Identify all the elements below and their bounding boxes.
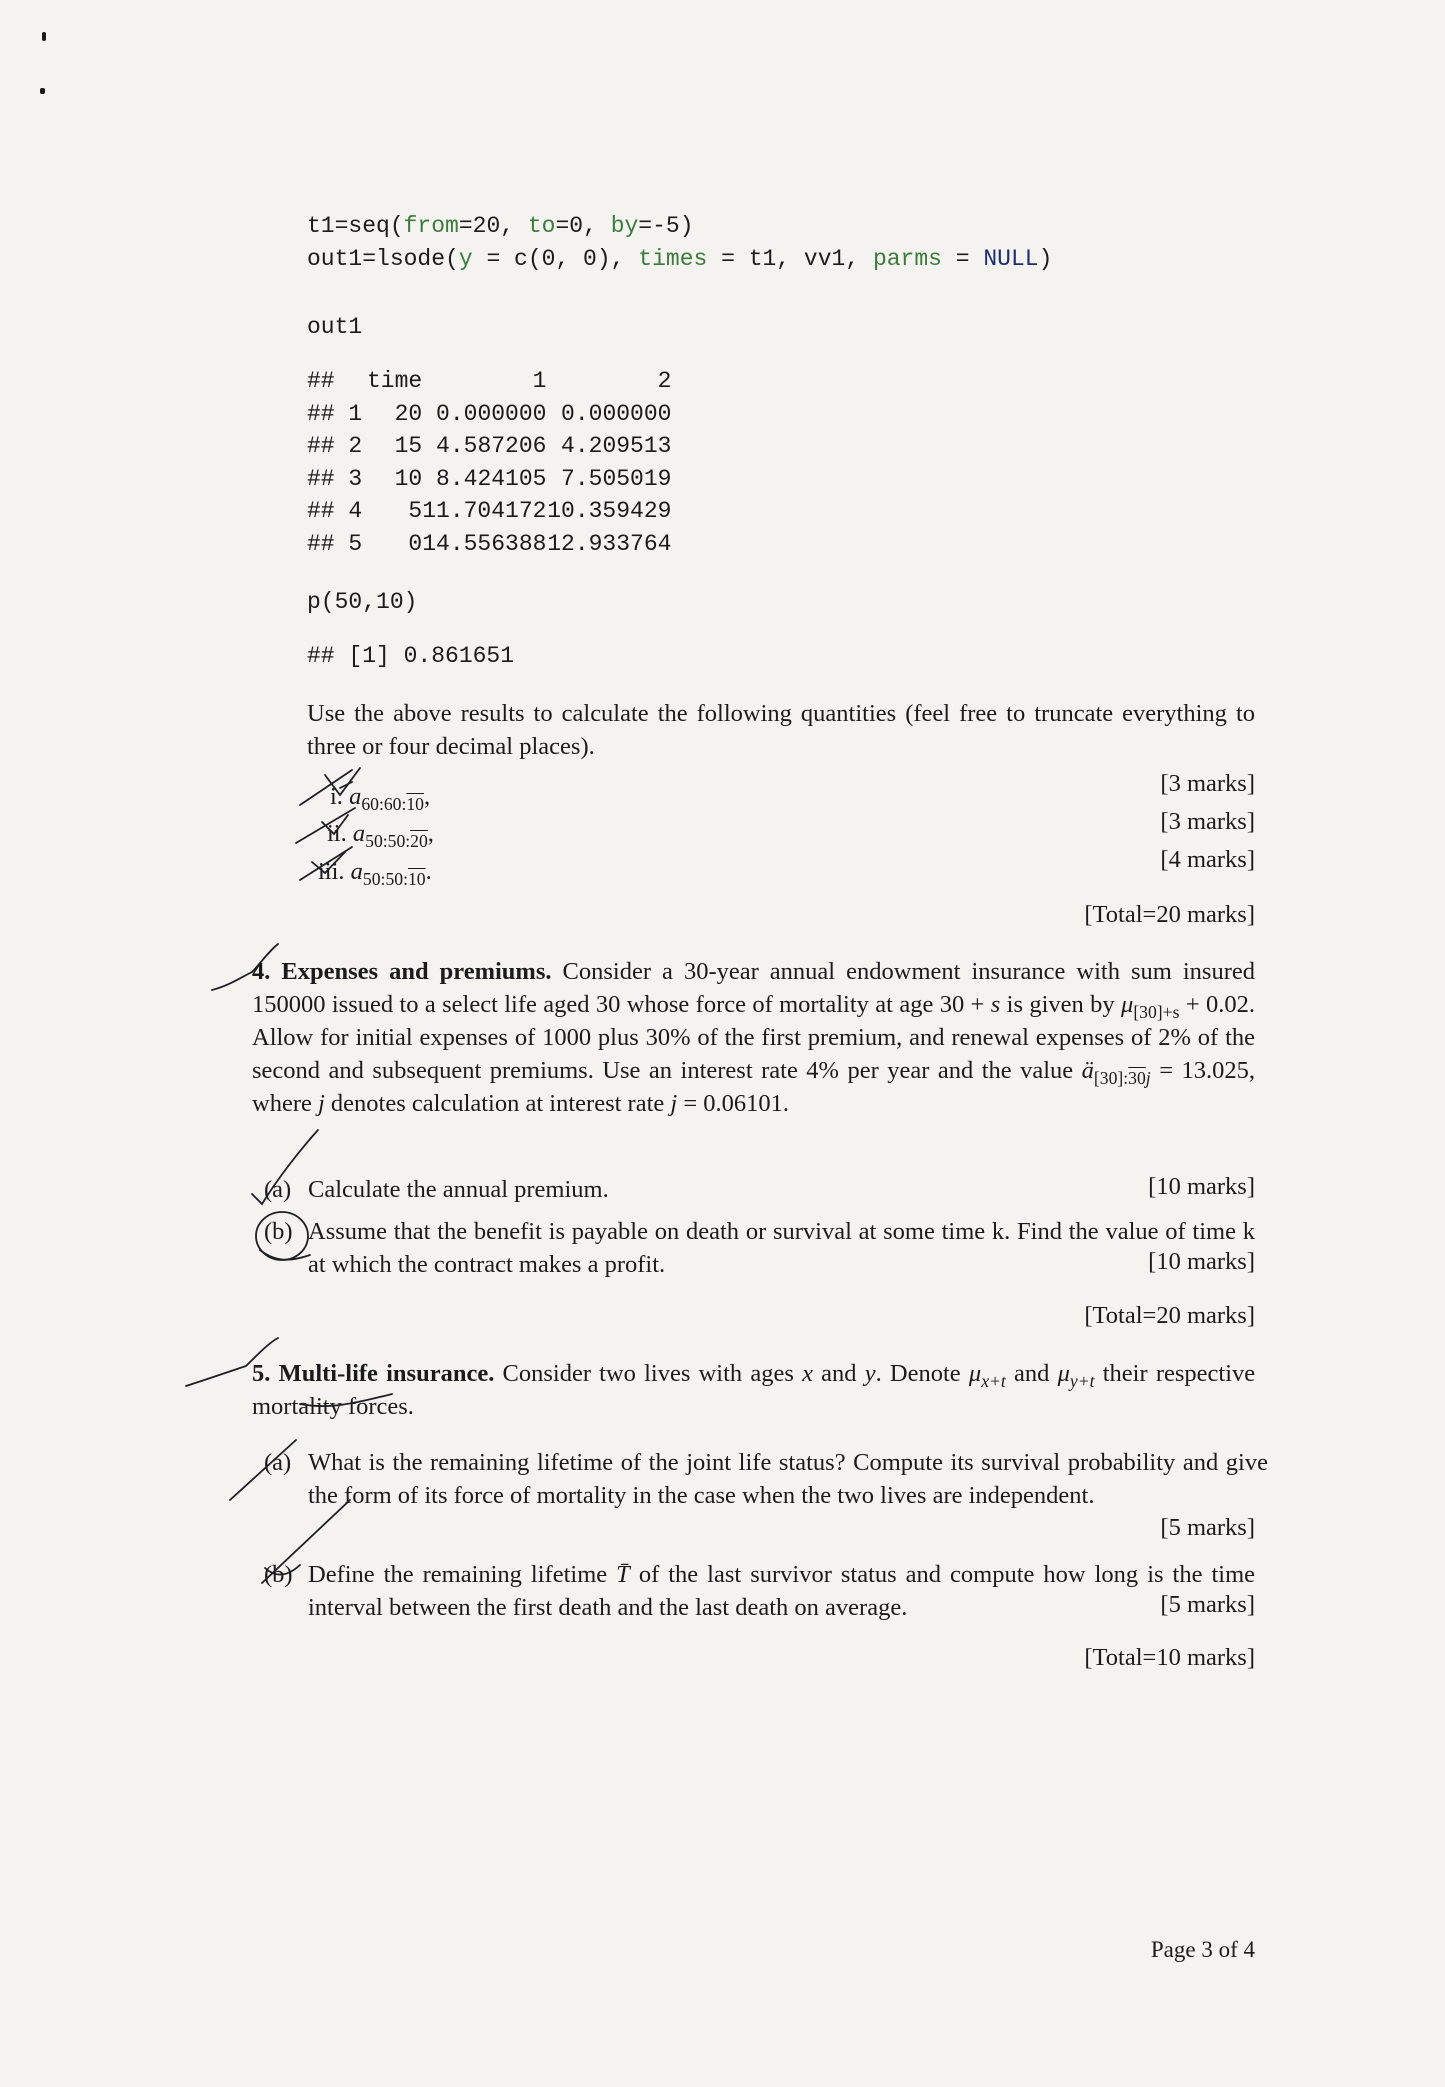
q4-body: 4. Expenses and premiums. Consider a 30-year annual endowment insurance with sum insured 150000 issued to a select life aged 30 whose force of mortality at age 30 + s is given by $\mu_{[30]+s} + 0.02$. Allow for initial expenses of 1000 plus 30% of the first premium, and renewal expenses of 2% of the second and subsequent premiums. Use an interest rate 4% per year and the value $ä_{[30]:30j} = 13.025$, where j denotes calculation at interest rate j = 0.06101. xyxy=(252,958,1256,1117)
underline-mark-icon xyxy=(300,1394,392,1406)
table-cell: 5 xyxy=(408,498,423,524)
q5-part-b-text: Define the remaining lifetime T̄ of the last survivor status and compute how long is the time interval between the first death and the last death on average. xyxy=(308,1561,1256,1621)
q5-body: 5. Multi-life insurance. Consider two lives with ages x and y. Denote $\mu_{x+t}$ and $\mu_{y+t}$ their respective mortality forces. xyxy=(252,1360,1256,1420)
table-cell: 14.556388 xyxy=(422,530,547,557)
table-header: 2 xyxy=(657,368,672,394)
code-line-p-call: p(50,10) xyxy=(307,589,418,615)
page-number: Page 3 of 4 xyxy=(1150,1937,1255,1962)
table-cell: ## 5 xyxy=(307,530,363,557)
table-cell: 20 xyxy=(394,400,423,427)
table-cell: ## 3 xyxy=(307,465,363,492)
code-line-lsode: out1=lsode(y = c(0, 0), times = t1, vv1, parms = NULL) xyxy=(307,246,1053,272)
q4-part-b-text: Assume that the benefit is payable on death or survival at some time k. Find the value of time k at which the contract makes a profit. xyxy=(308,1218,1255,1278)
tick-mark-icon xyxy=(252,1130,318,1204)
table-header: ## xyxy=(307,368,335,394)
q5-part-a-marks: [5 marks] xyxy=(1160,1514,1255,1541)
tick-mark-icon xyxy=(325,768,360,795)
q3-item-i-marks: [3 marks] xyxy=(1160,770,1255,797)
q3-item-ii: ii. $a_{50:50:20}$, xyxy=(327,820,434,852)
table-cell: ## 4 xyxy=(307,498,363,524)
q3-item-iii: iii. $a_{50:50:10}$. xyxy=(318,858,432,890)
table-cell: ## 2 xyxy=(307,433,363,459)
q4-part-b-label: (b) xyxy=(264,1218,293,1245)
table-cell: 0.000000 xyxy=(561,400,672,427)
q3-item-iii-marks: [4 marks] xyxy=(1160,846,1255,873)
table-cell: 15 xyxy=(394,433,423,459)
table-cell: 0 xyxy=(408,530,423,557)
q5-part-a-label: (a) xyxy=(264,1449,292,1476)
table-cell: 10 xyxy=(394,465,423,492)
q5-total: [Total=10 marks] xyxy=(1084,1644,1255,1671)
q4-part-a-marks: [10 marks] xyxy=(1148,1173,1255,1200)
q3-instruction: Use the above results to calculate the following quantities (feel free to truncate everything to three or four decimal places). xyxy=(307,700,1255,760)
tick-mark-icon xyxy=(230,1440,296,1500)
tick-mark-icon xyxy=(212,944,278,990)
table-cell: 4.209513 xyxy=(561,433,672,459)
table-cell: 10.359429 xyxy=(547,498,672,524)
code-line-p-result: ## [1] 0.861651 xyxy=(307,643,515,669)
q3-item-ii-marks: [3 marks] xyxy=(1160,808,1255,835)
table-cell: 7.505019 xyxy=(561,465,672,492)
table-cell: 11.704172 xyxy=(422,498,547,524)
q3-item-i: i. $a_{60:60:10}$, xyxy=(330,783,431,815)
table-cell: 12.933764 xyxy=(547,530,672,557)
q4-part-a-text: Calculate the annual premium. xyxy=(308,1176,609,1203)
table-cell: 4.587206 xyxy=(436,433,547,459)
table-cell: 8.424105 xyxy=(436,465,547,492)
code-line-seq: t1=seq(from=20, to=0, by=-5) xyxy=(307,213,694,239)
tick-mark-icon xyxy=(265,1565,300,1574)
table-cell: ## 1 xyxy=(307,400,363,427)
tick-mark-icon xyxy=(262,1500,350,1583)
q3-total: [Total=20 marks] xyxy=(1084,901,1255,928)
table-header: time xyxy=(367,368,423,394)
table-header: 1 xyxy=(532,368,547,394)
code-line-out1: out1 xyxy=(307,314,363,340)
q4-total: [Total=20 marks] xyxy=(1084,1302,1255,1329)
q5-part-a-text: What is the remaining lifetime of the joint life status? Compute its survival probability and give the form of its force of mortality in the case when the two lives are independent. xyxy=(308,1449,1268,1509)
q5-part-b-marks: [5 marks] xyxy=(1150,1591,1255,1619)
q4-part-b-marks: [10 marks] xyxy=(1138,1248,1255,1276)
table-cell: 0.000000 xyxy=(436,400,547,427)
q5-part-b-label: (b) xyxy=(264,1561,293,1588)
tick-mark-icon xyxy=(186,1338,278,1386)
q4-part-a-label: (a) xyxy=(264,1176,292,1203)
